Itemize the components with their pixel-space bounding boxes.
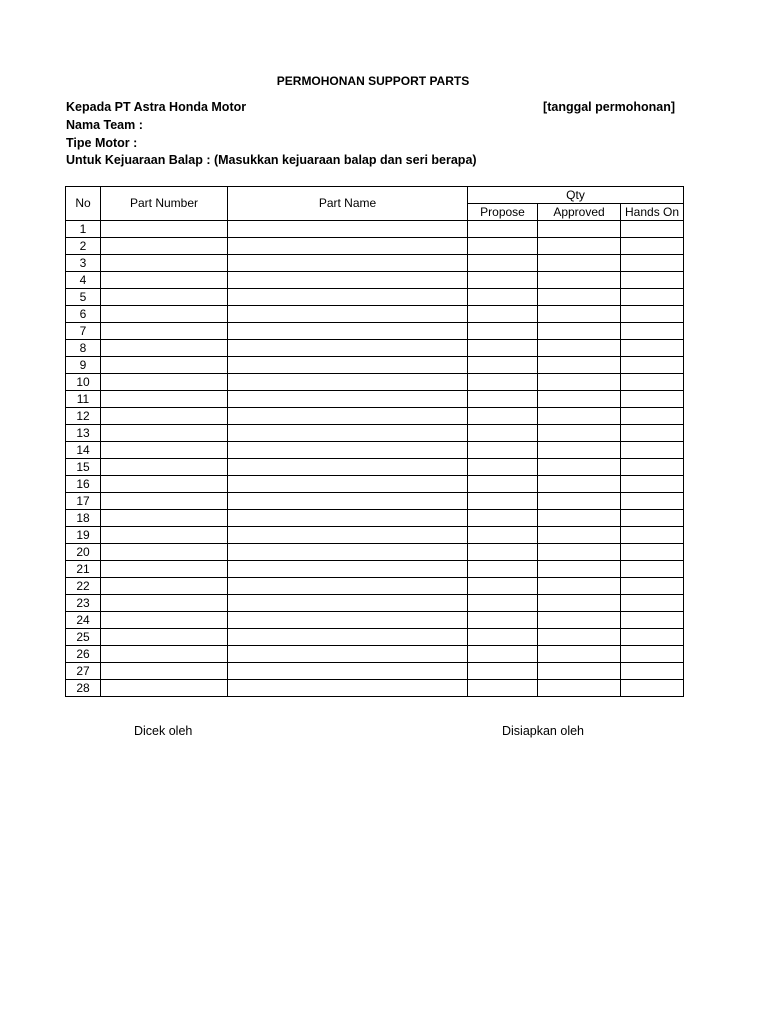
row-number: 2 bbox=[66, 238, 101, 255]
hands-on-cell[interactable] bbox=[621, 544, 684, 561]
header-part-number: Part Number bbox=[101, 187, 228, 221]
propose-cell[interactable] bbox=[468, 629, 538, 646]
propose-cell[interactable] bbox=[468, 289, 538, 306]
part-number-cell[interactable] bbox=[101, 391, 228, 408]
part-number-cell[interactable] bbox=[101, 459, 228, 476]
propose-cell[interactable] bbox=[468, 578, 538, 595]
part-name-cell[interactable] bbox=[228, 476, 468, 493]
approved-cell[interactable] bbox=[538, 408, 621, 425]
part-number-cell[interactable] bbox=[101, 374, 228, 391]
part-number-cell[interactable] bbox=[101, 221, 228, 238]
hands-on-cell[interactable] bbox=[621, 578, 684, 595]
table-row bbox=[66, 476, 684, 493]
table-row bbox=[66, 221, 684, 238]
approved-cell[interactable] bbox=[538, 578, 621, 595]
propose-cell[interactable] bbox=[468, 323, 538, 340]
part-number-cell[interactable] bbox=[101, 629, 228, 646]
part-number-cell[interactable] bbox=[101, 357, 228, 374]
part-number-cell[interactable] bbox=[101, 408, 228, 425]
hands-on-cell[interactable] bbox=[621, 391, 684, 408]
row-number: 16 bbox=[66, 476, 101, 493]
part-name-cell[interactable] bbox=[228, 629, 468, 646]
propose-cell[interactable] bbox=[468, 493, 538, 510]
part-name-cell[interactable] bbox=[228, 238, 468, 255]
part-number-cell[interactable] bbox=[101, 425, 228, 442]
date-placeholder: [tanggal permohonan] bbox=[543, 100, 675, 114]
row-number: 3 bbox=[66, 255, 101, 272]
approved-cell[interactable] bbox=[538, 374, 621, 391]
table-row bbox=[66, 289, 684, 306]
table-row bbox=[66, 374, 684, 391]
propose-cell[interactable] bbox=[468, 221, 538, 238]
propose-cell[interactable] bbox=[468, 357, 538, 374]
row-number: 24 bbox=[66, 612, 101, 629]
part-name-cell[interactable] bbox=[228, 612, 468, 629]
table-row bbox=[66, 544, 684, 561]
part-number-cell[interactable] bbox=[101, 340, 228, 357]
row-number: 7 bbox=[66, 323, 101, 340]
part-name-cell[interactable] bbox=[228, 272, 468, 289]
table-row bbox=[66, 493, 684, 510]
part-name-cell[interactable] bbox=[228, 459, 468, 476]
row-number: 11 bbox=[66, 391, 101, 408]
approved-cell[interactable] bbox=[538, 323, 621, 340]
part-number-cell[interactable] bbox=[101, 289, 228, 306]
table-row bbox=[66, 578, 684, 595]
row-number: 17 bbox=[66, 493, 101, 510]
table-row bbox=[66, 561, 684, 578]
recipient-line: Kepada PT Astra Honda Motor bbox=[66, 100, 247, 114]
approved-cell[interactable] bbox=[538, 391, 621, 408]
propose-cell[interactable] bbox=[468, 340, 538, 357]
approved-cell[interactable] bbox=[538, 544, 621, 561]
approved-cell[interactable] bbox=[538, 476, 621, 493]
approved-cell[interactable] bbox=[538, 238, 621, 255]
propose-cell[interactable] bbox=[468, 442, 538, 459]
row-number: 12 bbox=[66, 408, 101, 425]
part-name-cell[interactable] bbox=[228, 221, 468, 238]
part-number-cell[interactable] bbox=[101, 663, 228, 680]
table-row bbox=[66, 272, 684, 289]
row-number: 22 bbox=[66, 578, 101, 595]
propose-cell[interactable] bbox=[468, 510, 538, 527]
propose-cell[interactable] bbox=[468, 425, 538, 442]
part-number-cell[interactable] bbox=[101, 561, 228, 578]
document-title: PERMOHONAN SUPPORT PARTS bbox=[276, 74, 470, 88]
approved-cell[interactable] bbox=[538, 255, 621, 272]
hands-on-cell[interactable] bbox=[621, 408, 684, 425]
table-row bbox=[66, 612, 684, 629]
approved-cell[interactable] bbox=[538, 272, 621, 289]
table-row bbox=[66, 595, 684, 612]
table-row bbox=[66, 680, 684, 697]
table-row bbox=[66, 408, 684, 425]
motor-type-label: Tipe Motor : bbox=[66, 136, 138, 150]
prepared-by-label: Disiapkan oleh bbox=[502, 724, 584, 738]
row-number: 15 bbox=[66, 459, 101, 476]
row-number: 25 bbox=[66, 629, 101, 646]
row-number: 21 bbox=[66, 561, 101, 578]
table-row bbox=[66, 255, 684, 272]
part-number-cell[interactable] bbox=[101, 544, 228, 561]
approved-cell[interactable] bbox=[538, 357, 621, 374]
propose-cell[interactable] bbox=[468, 255, 538, 272]
approved-cell[interactable] bbox=[538, 459, 621, 476]
part-name-cell[interactable] bbox=[228, 425, 468, 442]
part-number-cell[interactable] bbox=[101, 680, 228, 697]
header-part-name: Part Name bbox=[228, 187, 468, 221]
part-name-cell[interactable] bbox=[228, 442, 468, 459]
part-name-cell[interactable] bbox=[228, 374, 468, 391]
approved-cell[interactable] bbox=[538, 289, 621, 306]
row-number: 8 bbox=[66, 340, 101, 357]
part-name-cell[interactable] bbox=[228, 663, 468, 680]
row-number: 23 bbox=[66, 595, 101, 612]
propose-cell[interactable] bbox=[468, 272, 538, 289]
part-number-cell[interactable] bbox=[101, 493, 228, 510]
table-row bbox=[66, 340, 684, 357]
part-name-cell[interactable] bbox=[228, 289, 468, 306]
part-name-cell[interactable] bbox=[228, 561, 468, 578]
header-hands-on: Hands On bbox=[621, 204, 684, 221]
approved-cell[interactable] bbox=[538, 493, 621, 510]
table-row bbox=[66, 646, 684, 663]
row-number: 14 bbox=[66, 442, 101, 459]
part-number-cell[interactable] bbox=[101, 595, 228, 612]
hands-on-cell[interactable] bbox=[621, 289, 684, 306]
part-number-cell[interactable] bbox=[101, 510, 228, 527]
row-number: 10 bbox=[66, 374, 101, 391]
propose-cell[interactable] bbox=[468, 459, 538, 476]
part-name-cell[interactable] bbox=[228, 306, 468, 323]
header-approved: Approved bbox=[538, 204, 621, 221]
approved-cell[interactable] bbox=[538, 510, 621, 527]
row-number: 19 bbox=[66, 527, 101, 544]
parts-table bbox=[65, 186, 684, 697]
row-number: 5 bbox=[66, 289, 101, 306]
part-name-cell[interactable] bbox=[228, 408, 468, 425]
part-name-cell[interactable] bbox=[228, 595, 468, 612]
part-number-cell[interactable] bbox=[101, 612, 228, 629]
row-number: 9 bbox=[66, 357, 101, 374]
row-number: 4 bbox=[66, 272, 101, 289]
header-qty: Qty bbox=[468, 187, 684, 204]
propose-cell[interactable] bbox=[468, 680, 538, 697]
propose-cell[interactable] bbox=[468, 238, 538, 255]
header-propose: Propose bbox=[468, 204, 538, 221]
part-number-cell[interactable] bbox=[101, 238, 228, 255]
hands-on-cell[interactable] bbox=[621, 374, 684, 391]
hands-on-cell[interactable] bbox=[621, 272, 684, 289]
part-name-cell[interactable] bbox=[228, 527, 468, 544]
propose-cell[interactable] bbox=[468, 663, 538, 680]
hands-on-cell[interactable] bbox=[621, 476, 684, 493]
part-name-cell[interactable] bbox=[228, 340, 468, 357]
part-number-cell[interactable] bbox=[101, 255, 228, 272]
part-number-cell[interactable] bbox=[101, 646, 228, 663]
hands-on-cell[interactable] bbox=[621, 527, 684, 544]
hands-on-cell[interactable] bbox=[621, 493, 684, 510]
part-number-cell[interactable] bbox=[101, 578, 228, 595]
row-number: 28 bbox=[66, 680, 101, 697]
hands-on-cell[interactable] bbox=[621, 306, 684, 323]
row-number: 20 bbox=[66, 544, 101, 561]
hands-on-cell[interactable] bbox=[621, 357, 684, 374]
propose-cell[interactable] bbox=[468, 408, 538, 425]
part-number-cell[interactable] bbox=[101, 476, 228, 493]
hands-on-cell[interactable] bbox=[621, 221, 684, 238]
row-number: 6 bbox=[66, 306, 101, 323]
row-number: 18 bbox=[66, 510, 101, 527]
approved-cell[interactable] bbox=[538, 663, 621, 680]
row-number: 13 bbox=[66, 425, 101, 442]
propose-cell[interactable] bbox=[468, 612, 538, 629]
hands-on-cell[interactable] bbox=[621, 425, 684, 442]
hands-on-cell[interactable] bbox=[621, 255, 684, 272]
approved-cell[interactable] bbox=[538, 442, 621, 459]
part-number-cell[interactable] bbox=[101, 323, 228, 340]
table-row bbox=[66, 425, 684, 442]
approved-cell[interactable] bbox=[538, 306, 621, 323]
table-row bbox=[66, 459, 684, 476]
table-row bbox=[66, 663, 684, 680]
part-number-cell[interactable] bbox=[101, 306, 228, 323]
approved-cell[interactable] bbox=[538, 595, 621, 612]
propose-cell[interactable] bbox=[468, 527, 538, 544]
team-name-label: Nama Team : bbox=[66, 118, 143, 132]
propose-cell[interactable] bbox=[468, 476, 538, 493]
hands-on-cell[interactable] bbox=[621, 663, 684, 680]
approved-cell[interactable] bbox=[538, 425, 621, 442]
approved-cell[interactable] bbox=[538, 561, 621, 578]
table-row bbox=[66, 306, 684, 323]
part-name-cell[interactable] bbox=[228, 391, 468, 408]
row-number: 27 bbox=[66, 663, 101, 680]
hands-on-cell[interactable] bbox=[621, 442, 684, 459]
hands-on-cell[interactable] bbox=[621, 238, 684, 255]
hands-on-cell[interactable] bbox=[621, 323, 684, 340]
propose-cell[interactable] bbox=[468, 646, 538, 663]
hands-on-cell[interactable] bbox=[621, 510, 684, 527]
approved-cell[interactable] bbox=[538, 680, 621, 697]
table-row bbox=[66, 391, 684, 408]
header-no: No bbox=[66, 187, 101, 221]
part-name-cell[interactable] bbox=[228, 578, 468, 595]
hands-on-cell[interactable] bbox=[621, 459, 684, 476]
championship-label: Untuk Kejuaraan Balap : (Masukkan kejuaraan balap dan seri berapa) bbox=[66, 153, 477, 167]
row-number: 26 bbox=[66, 646, 101, 663]
part-name-cell[interactable] bbox=[228, 544, 468, 561]
approved-cell[interactable] bbox=[538, 221, 621, 238]
checked-by-label: Dicek oleh bbox=[134, 724, 193, 738]
hands-on-cell[interactable] bbox=[621, 340, 684, 357]
part-name-cell[interactable] bbox=[228, 646, 468, 663]
hands-on-cell[interactable] bbox=[621, 629, 684, 646]
table-row bbox=[66, 510, 684, 527]
part-name-cell[interactable] bbox=[228, 680, 468, 697]
propose-cell[interactable] bbox=[468, 374, 538, 391]
approved-cell[interactable] bbox=[538, 612, 621, 629]
approved-cell[interactable] bbox=[538, 646, 621, 663]
approved-cell[interactable] bbox=[538, 340, 621, 357]
propose-cell[interactable] bbox=[468, 561, 538, 578]
hands-on-cell[interactable] bbox=[621, 680, 684, 697]
part-name-cell[interactable] bbox=[228, 255, 468, 272]
part-number-cell[interactable] bbox=[101, 527, 228, 544]
propose-cell[interactable] bbox=[468, 391, 538, 408]
approved-cell[interactable] bbox=[538, 629, 621, 646]
part-name-cell[interactable] bbox=[228, 357, 468, 374]
part-name-cell[interactable] bbox=[228, 493, 468, 510]
hands-on-cell[interactable] bbox=[621, 646, 684, 663]
hands-on-cell[interactable] bbox=[621, 595, 684, 612]
propose-cell[interactable] bbox=[468, 595, 538, 612]
table-row bbox=[66, 357, 684, 374]
table-row bbox=[66, 527, 684, 544]
part-name-cell[interactable] bbox=[228, 323, 468, 340]
row-number: 1 bbox=[66, 221, 101, 238]
table-row bbox=[66, 442, 684, 459]
table-row bbox=[66, 629, 684, 646]
parts-table-body bbox=[66, 221, 684, 697]
hands-on-cell[interactable] bbox=[621, 561, 684, 578]
part-name-cell[interactable] bbox=[228, 510, 468, 527]
approved-cell[interactable] bbox=[538, 527, 621, 544]
part-number-cell[interactable] bbox=[101, 442, 228, 459]
propose-cell[interactable] bbox=[468, 306, 538, 323]
propose-cell[interactable] bbox=[468, 544, 538, 561]
table-row bbox=[66, 323, 684, 340]
part-number-cell[interactable] bbox=[101, 272, 228, 289]
table-row bbox=[66, 238, 684, 255]
hands-on-cell[interactable] bbox=[621, 612, 684, 629]
